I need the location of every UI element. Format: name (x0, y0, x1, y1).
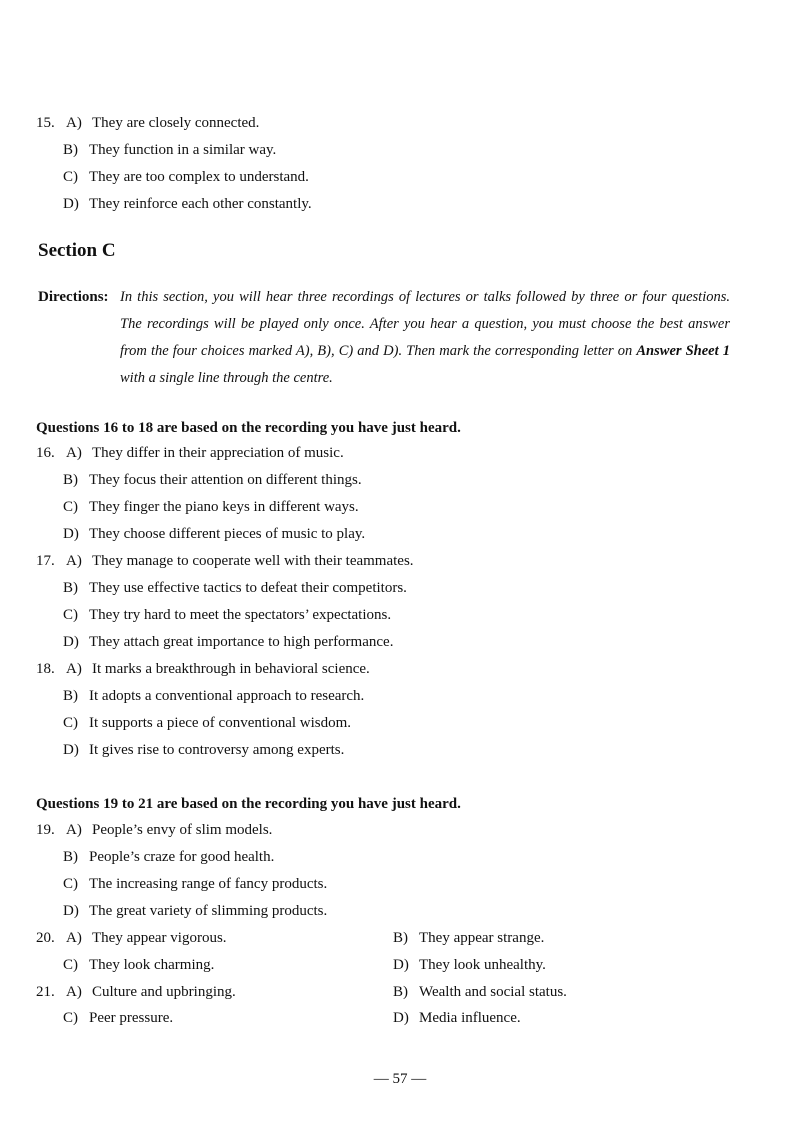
group1-heading: Questions 16 to 18 are based on the recording you have just heard. (36, 420, 461, 436)
q19-option-d (63, 901, 327, 921)
option-letter: B) (63, 688, 78, 704)
q20-option-a (36, 928, 227, 948)
option-letter: A) (66, 930, 82, 946)
question-number: 17. (36, 553, 55, 569)
q21-option-b (393, 982, 567, 1002)
q17-option-b (63, 578, 407, 598)
option-text: They try hard to meet the spectators’ expectations. (89, 607, 392, 623)
option-letter: B) (393, 984, 408, 1000)
directions-label: Directions: (38, 289, 109, 305)
option-letter: C) (63, 715, 78, 731)
q15-option-c (63, 167, 309, 187)
question-number: 18. (36, 661, 55, 677)
group2-heading: Questions 19 to 21 are based on the recording you have just heard. (36, 796, 461, 812)
question-number: 21. (36, 984, 55, 1000)
option-letter: C) (63, 957, 78, 973)
q19-option-c (63, 874, 327, 894)
option-letter: B) (63, 142, 78, 158)
q15-option-b (63, 140, 276, 160)
option-text: They look charming. (89, 957, 215, 973)
question-number: 19. (36, 822, 55, 838)
q17-option-d (63, 632, 393, 652)
option-letter: A) (66, 115, 82, 131)
q16-option-a (36, 443, 344, 463)
question-number: 20. (36, 930, 55, 946)
option-text: They manage to cooperate well with their teammates. (92, 553, 414, 569)
option-letter: D) (393, 957, 409, 973)
option-letter: C) (63, 607, 78, 623)
option-letter: B) (393, 930, 408, 946)
option-letter: A) (66, 445, 82, 461)
option-text: The great variety of slimming products. (89, 903, 328, 919)
option-text: They reinforce each other constantly. (89, 196, 312, 212)
option-text: It gives rise to controversy among experts. (89, 742, 345, 758)
option-text: They use effective tactics to defeat their competitors. (89, 580, 407, 596)
q20-option-c (63, 955, 214, 975)
option-text: It supports a piece of conventional wisdom. (89, 715, 352, 731)
option-text: Culture and upbringing. (92, 984, 236, 1000)
q21-option-a (36, 982, 236, 1002)
q19-option-a (36, 820, 272, 840)
option-text: Wealth and social status. (419, 984, 567, 1000)
option-letter: D) (63, 634, 79, 650)
option-text: They appear strange. (419, 930, 545, 946)
option-letter: D) (393, 1010, 409, 1026)
option-text: They differ in their appreciation of music. (92, 445, 344, 461)
option-text: People’s envy of slim models. (92, 822, 273, 838)
option-text: Media influence. (419, 1010, 521, 1026)
q15-option-a (36, 113, 259, 133)
q18-option-b (63, 686, 364, 706)
option-letter: D) (63, 742, 79, 758)
directions-text-part2: with a single line through the centre. (120, 370, 333, 386)
q20-option-d (393, 955, 546, 975)
q16-option-d (63, 524, 365, 544)
option-letter: B) (63, 580, 78, 596)
option-letter: A) (66, 984, 82, 1000)
option-letter: C) (63, 876, 78, 892)
q17-option-c (63, 605, 391, 625)
q18-option-a (36, 659, 370, 679)
q18-option-c (63, 713, 351, 733)
question-number: 16. (36, 445, 55, 461)
section-title: Section C (38, 240, 116, 261)
answer-sheet-reference: Answer Sheet 1 (636, 343, 730, 359)
q15-option-d (63, 194, 312, 214)
page-number: — 57 — (373, 1071, 427, 1087)
q16-option-b (63, 470, 362, 490)
q17-option-a (36, 551, 414, 571)
option-text: It marks a breakthrough in behavioral science. (92, 661, 370, 677)
option-letter: D) (63, 196, 79, 212)
q21-option-c (63, 1008, 173, 1028)
option-text: They are closely connected. (92, 115, 260, 131)
directions-text-part1: In this section, you will hear three recordings of lectures or talks followed by three or four questions. The recordings will be played only once. After you hear a question, you must choose the best answer from the four choices marked A), B), C) and D). Then mark the corresponding letter on (120, 289, 730, 359)
directions-text (120, 284, 730, 392)
option-text: Peer pressure. (89, 1010, 174, 1026)
option-letter: C) (63, 499, 78, 515)
option-letter: A) (66, 661, 82, 677)
option-text: They attach great importance to high performance. (89, 634, 394, 650)
question-number: 15. (36, 115, 55, 131)
option-letter: D) (63, 903, 79, 919)
option-letter: C) (63, 169, 78, 185)
option-text: They are too complex to understand. (89, 169, 309, 185)
option-text: They focus their attention on different things. (89, 472, 362, 488)
option-text: They appear vigorous. (92, 930, 227, 946)
option-text: It adopts a conventional approach to research. (89, 688, 365, 704)
option-text: People’s craze for good health. (89, 849, 275, 865)
option-text: They look unhealthy. (419, 957, 546, 973)
option-letter: B) (63, 849, 78, 865)
option-letter: D) (63, 526, 79, 542)
option-text: They finger the piano keys in different ways. (89, 499, 359, 515)
q21-option-d (393, 1008, 521, 1028)
option-letter: B) (63, 472, 78, 488)
option-letter: C) (63, 1010, 78, 1026)
option-text: They function in a similar way. (89, 142, 277, 158)
option-text: They choose different pieces of music to play. (89, 526, 366, 542)
q16-option-c (63, 497, 359, 517)
q20-option-b (393, 928, 544, 948)
option-letter: A) (66, 822, 82, 838)
q19-option-b (63, 847, 274, 867)
option-letter: A) (66, 553, 82, 569)
option-text: The increasing range of fancy products. (89, 876, 328, 892)
q18-option-d (63, 740, 344, 760)
